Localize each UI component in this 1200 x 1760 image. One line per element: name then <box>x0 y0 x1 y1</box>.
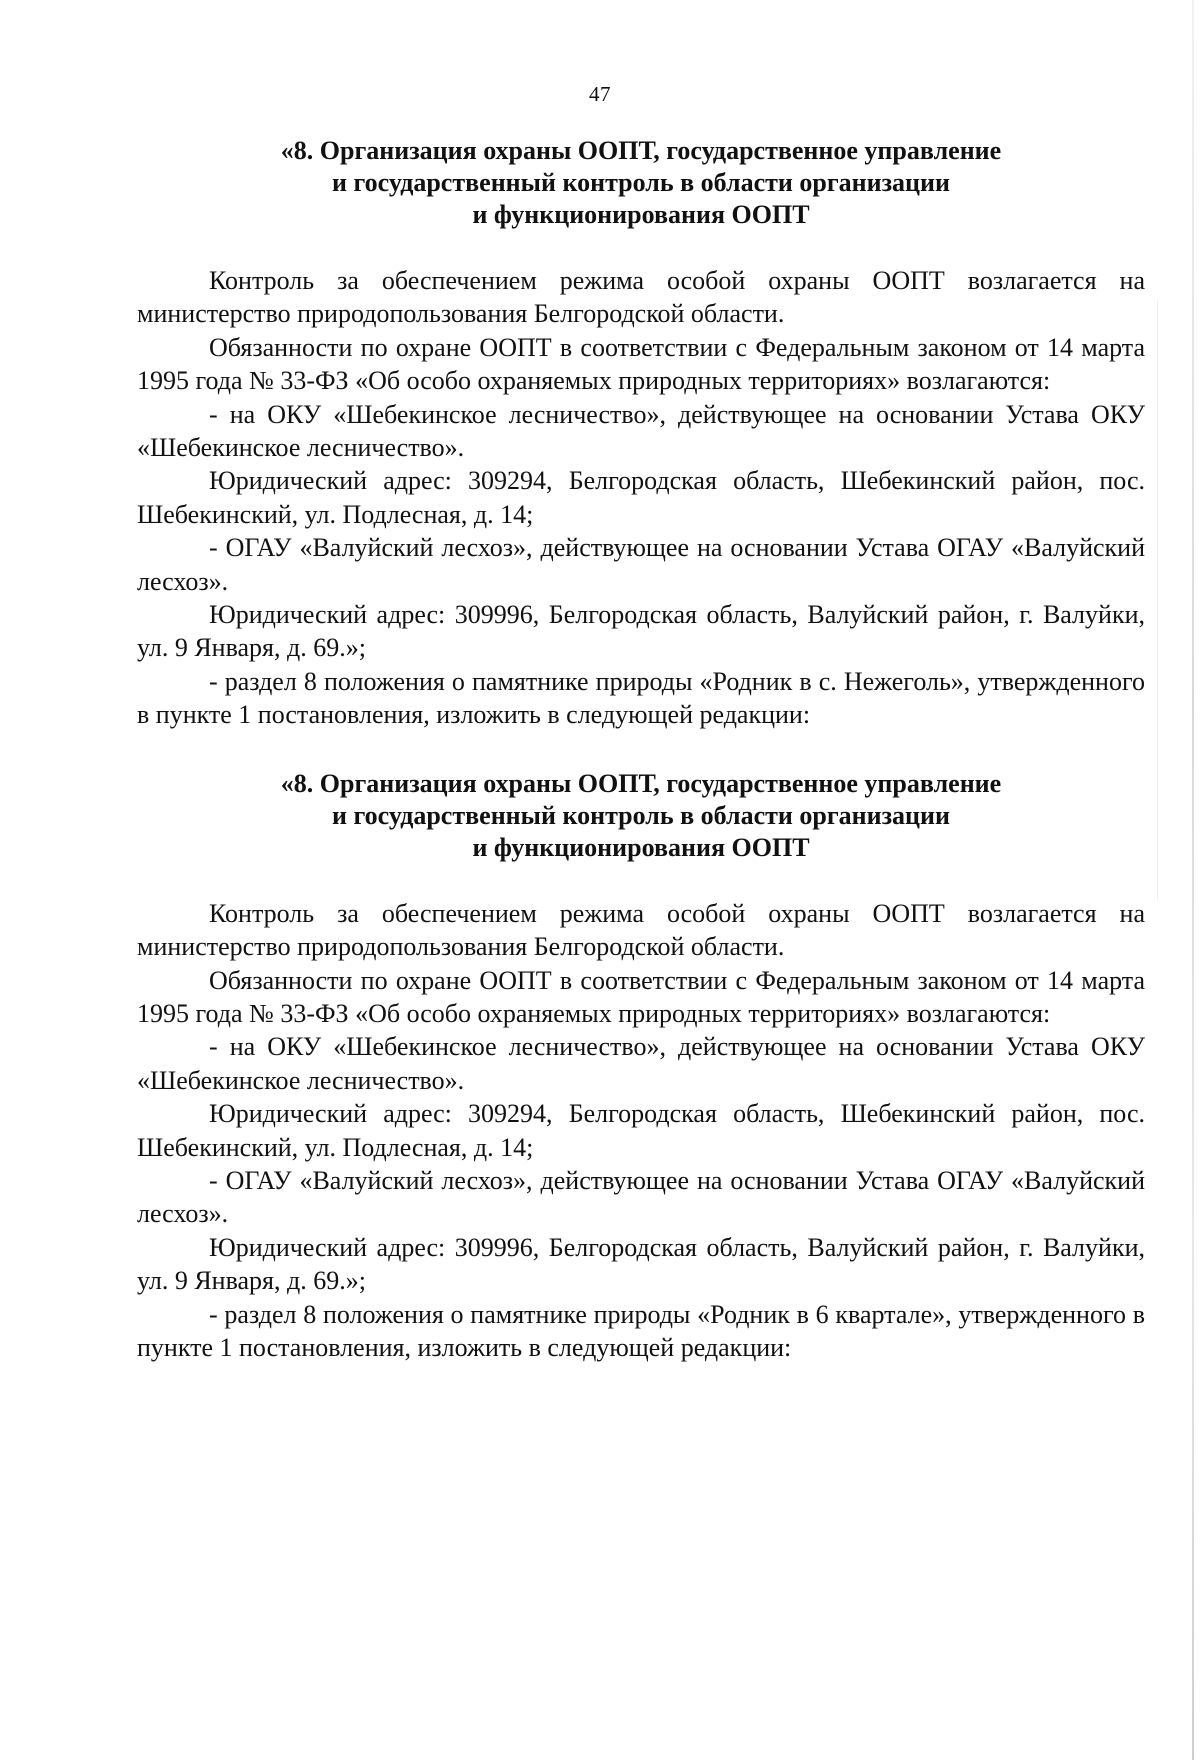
section-title-line: и государственный контроль в области организации <box>332 168 950 197</box>
section-body <box>137 897 1145 1365</box>
section-8-first <box>137 135 1145 732</box>
section-title-line: и функционирования ООПТ <box>472 200 810 229</box>
section-title-line: и функционирования ООПТ <box>472 832 810 862</box>
paragraph-control: Контроль за обеспечением режима особой охраны ООПТ возлагается на министерство природопользования Белгородской области. <box>137 266 1145 329</box>
paragraph-control: Контроль за обеспечением режима особой охраны ООПТ возлагается на министерство природопользования Белгородской области. <box>137 898 1145 962</box>
paragraph-duties: Обязанности по охране ООПТ в соответствии с Федеральным законом от 14 марта 1995 года № 33-ФЗ «Об особо охраняемых природных территориях» возлагаются: <box>137 332 1145 396</box>
paragraph-oku-shebekino: - на ОКУ «Шебекинское лесничество», действующее на основании Устава ОКУ «Шебекинское лесничество». <box>137 1032 1145 1095</box>
section-title-line: «8. Организация охраны ООПТ, государственное управление <box>280 136 1002 165</box>
paragraph-ogau-valuiki: - ОГАУ «Валуйский лесхоз», действующее на основании Устава ОГАУ «Валуйский лесхоз». <box>137 533 1145 596</box>
paragraph-ogau-valuiki: - ОГАУ «Валуйский лесхоз», действующее на основании Устава ОГАУ «Валуйский лесхоз». <box>137 1165 1145 1229</box>
document-body <box>137 135 1145 1364</box>
section-title-line: и государственный контроль в области организации <box>332 800 950 830</box>
section-body <box>137 264 1145 732</box>
paragraph-amendment: - раздел 8 положения о памятнике природы «Родник в с. Нежеголь», утвержденного в пункте 1 постановления, изложить в следующей редакции: <box>137 666 1145 730</box>
scan-edge-shadow <box>1192 0 1194 1760</box>
section-8-second <box>137 768 1145 1365</box>
paragraph-address-shebekino: Юридический адрес: 309294, Белгородская область, Шебекинский район, пос. Шебекинский, ул. Подлесная, д. 14; <box>137 1099 1145 1162</box>
paragraph-address-valuiki: Юридический адрес: 309996, Белгородская область, Валуйский район, г. Валуйки, ул. 9 Января, д. 69.»; <box>137 600 1145 663</box>
paragraph-amendment: - раздел 8 положения о памятнике природы «Родник в 6 квартале», утвержденного в пункте 1 постановления, изложить в следующей редакции: <box>137 1299 1145 1362</box>
section-title <box>137 135 1145 231</box>
section-title <box>137 768 1145 864</box>
paragraph-address-valuiki: Юридический адрес: 309996, Белгородская область, Валуйский район, г. Валуйки, ул. 9 Января, д. 69.»; <box>137 1232 1145 1296</box>
paragraph-address-shebekino: Юридический адрес: 309294, Белгородская область, Шебекинский район, пос. Шебекинский, ул. Подлесная, д. 14; <box>137 466 1145 529</box>
page-number: 47 <box>589 82 611 106</box>
scan-edge-line <box>1157 300 1158 900</box>
paragraph-duties: Обязанности по охране ООПТ в соответствии с Федеральным законом от 14 марта 1995 года № 33-ФЗ «Об особо охраняемых природных территориях» возлагаются: <box>137 965 1145 1028</box>
section-title-line: «8. Организация охраны ООПТ, государственное управление <box>280 768 1002 798</box>
paragraph-oku-shebekino: - на ОКУ «Шебекинское лесничество», действующее на основании Устава ОКУ «Шебекинское лесничество». <box>137 399 1145 463</box>
